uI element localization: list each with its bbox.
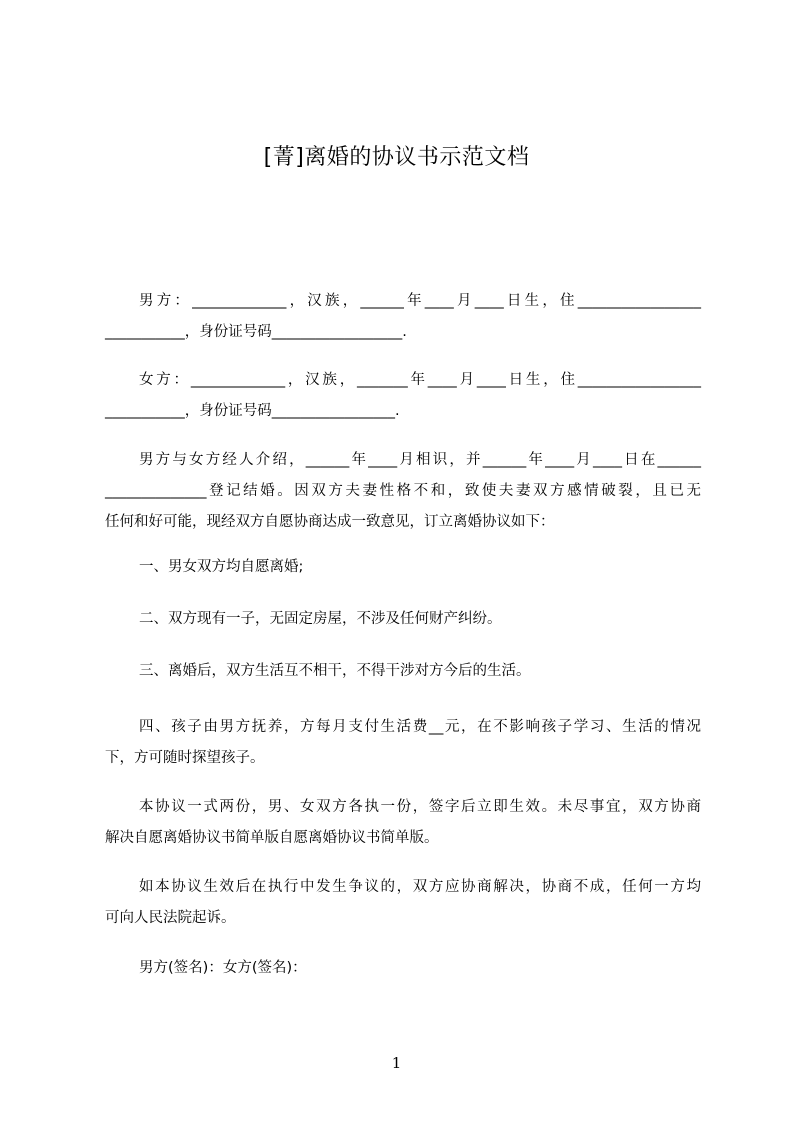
signatures-line xyxy=(105,953,701,984)
background-line-2: ______________登记结婚。因双方夫妻性格不和，致使夫妻双方感情破裂，且已无 xyxy=(105,483,701,499)
clause-4-line-1: 四、孩子由男方抚养，方每月支付生活费__元，在不影响孩子学习、生活的情况 xyxy=(139,719,701,735)
document-title: [菁]离婚的协议书示范文档 xyxy=(263,145,530,170)
clause-1 xyxy=(105,552,701,583)
effect-paragraph xyxy=(105,792,701,854)
dispute-paragraph xyxy=(105,872,701,934)
clause-3 xyxy=(105,656,701,687)
female-party-line-1: 女方：_____________，汉族，_______年____月____日生，住_________________ xyxy=(139,372,701,388)
background-line-3: 任何和好可能，现经双方自愿协商达成一致意见，订立离婚协议如下： xyxy=(105,514,555,530)
clause-4 xyxy=(105,712,701,774)
signatures-text: 男方(签名)：女方(签名)： xyxy=(139,960,307,976)
dispute-line-1: 如本协议生效后在执行中发生争议的，双方应协商解决，协商不成，任何一方均 xyxy=(139,879,701,895)
clause-2-text: 二、双方现有一子，无固定房屋，不涉及任何财产纠纷。 xyxy=(139,611,502,627)
clause-3-text: 三、离婚后，双方生活互不相干，不得干涉对方今后的生活。 xyxy=(139,663,531,679)
clause-4-line-2: 下，方可随时探望孩子。 xyxy=(105,750,265,766)
male-party-line-1: 男方：_____________，汉族，______年____月____日生，住_________________ xyxy=(139,293,701,309)
effect-line-1: 本协议一式两份，男、女双方各执一份，签字后立即生效。未尽事宜，双方协商 xyxy=(139,799,701,815)
clause-2 xyxy=(105,604,701,635)
clause-1-text: 一、男女双方均自愿离婚; xyxy=(139,559,304,575)
male-party-paragraph xyxy=(105,286,701,348)
page-number: 1 xyxy=(391,1054,402,1072)
female-party-line-2: ___________，身份证号码_________________. xyxy=(105,403,400,419)
male-party-line-2: ___________，身份证号码__________________. xyxy=(105,324,407,340)
dispute-line-2: 可向人民法院起诉。 xyxy=(105,910,236,926)
effect-line-2: 解决自愿离婚协议书简单版自愿离婚协议书简单版。 xyxy=(105,830,439,846)
background-line-1: 男方与女方经人介绍，______年____月相识，并______年____月____日在______ xyxy=(139,452,701,468)
background-paragraph xyxy=(105,445,701,538)
female-party-paragraph xyxy=(105,365,701,427)
